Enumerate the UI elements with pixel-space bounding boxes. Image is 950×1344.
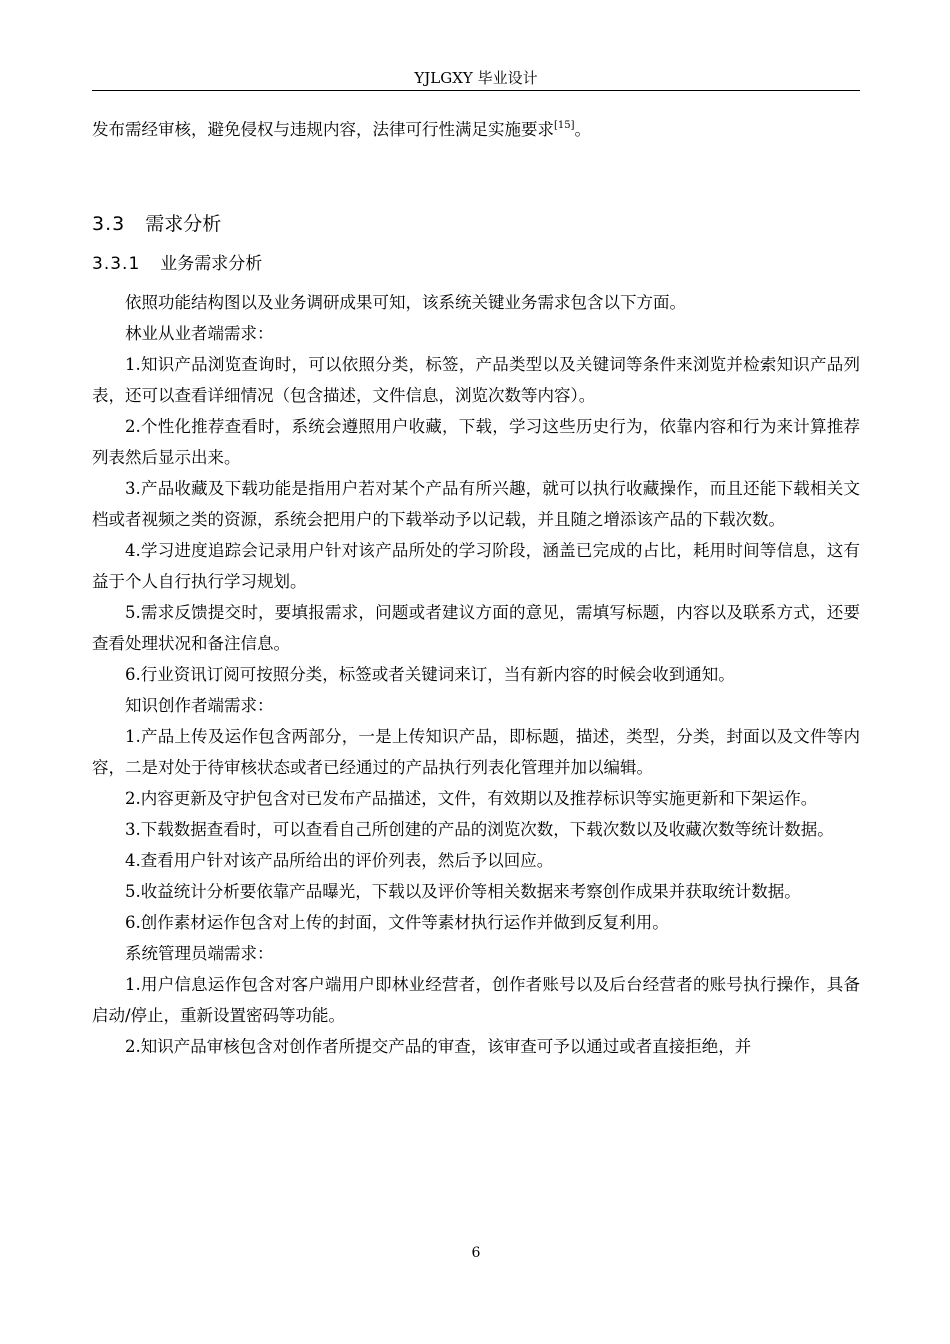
group-label-admins: 系统管理员端需求： — [125, 944, 274, 963]
body-paragraph: 依照功能结构图以及业务调研成果可知，该系统关键业务需求包含以下方面。 — [125, 293, 686, 312]
header-rule — [92, 90, 860, 91]
body-paragraph: 6.行业资讯订阅可按照分类，标签或者关键词来订，当有新内容的时候会收到通知。 — [125, 665, 735, 684]
body-paragraph: 4.学习进度追踪会记录用户针对该产品所处的学习阶段，涵盖已完成的占比，耗用时间等信息，这有益于个人自行执行学习规划。 — [92, 541, 860, 591]
subsection-number: 3.3.1 — [92, 254, 141, 274]
section-number: 3.3 — [92, 213, 126, 235]
body-paragraph: 3.下载数据查看时，可以查看自己所创建的产品的浏览次数，下载次数以及收藏次数等统计数据。 — [125, 820, 834, 839]
body-paragraph: 5.收益统计分析要依靠产品曝光，下载以及评价等相关数据来考察创作成果并获取统计数据。 — [125, 882, 801, 901]
section-title: 需求分析 — [145, 213, 222, 235]
subsection-title: 业务需求分析 — [160, 254, 263, 274]
intro-paragraph: 发布需经审核，避免侵权与违规内容，法律可行性满足实施要求[15]。 — [92, 120, 592, 139]
body-paragraph: 1.知识产品浏览查询时，可以依照分类，标签，产品类型以及关键词等条件来浏览并检索知识产品列表，还可以查看详细情况（包含描述，文件信息，浏览次数等内容）。 — [92, 355, 860, 405]
page-number: 6 — [471, 1245, 481, 1261]
body-paragraph: 2.个性化推荐查看时，系统会遵照用户收藏，下载，学习这些历史行为，依靠内容和行为来计算推荐列表然后显示出来。 — [92, 417, 860, 467]
body-paragraph: 1.用户信息运作包含对客户端用户即林业经营者，创作者账号以及后台经营者的账号执行操作，具备启动/停止，重新设置密码等功能。 — [92, 975, 860, 1025]
group-label-forestry-users: 林业从业者端需求： — [125, 324, 274, 343]
body-paragraph: 6.创作素材运作包含对上传的封面，文件等素材执行运作并做到反复利用。 — [125, 913, 669, 932]
body-paragraph: 1.产品上传及运作包含两部分，一是上传知识产品，即标题，描述，类型，分类，封面以及文件等内容，二是对处于待审核状态或者已经通过的产品执行列表化管理并加以编辑。 — [92, 727, 860, 777]
page-header: YJLGXY 毕业设计 — [414, 69, 538, 87]
body-paragraph: 2.知识产品审核包含对创作者所提交产品的审查，该审查可予以通过或者直接拒绝，并 — [125, 1037, 752, 1056]
citation-ref: [15] — [554, 120, 575, 131]
group-label-creators: 知识创作者端需求： — [125, 696, 274, 715]
body-paragraph: 4.查看用户针对该产品所给出的评价列表，然后予以回应。 — [125, 851, 554, 870]
subsection-heading — [92, 249, 860, 287]
body-paragraph: 3.产品收藏及下载功能是指用户若对某个产品有所兴趣，就可以执行收藏操作，而且还能下载相关文档或者视频之类的资源，系统会把用户的下载举动予以记载，并且随之增添该产品的下载次数。 — [92, 479, 860, 529]
body-paragraph: 2.内容更新及守护包含对已发布产品描述，文件，有效期以及推荐标识等实施更新和下架运作。 — [125, 789, 818, 808]
body-paragraph: 5.需求反馈提交时，要填报需求，问题或者建议方面的意见，需填写标题，内容以及联系方式，还要查看处理状况和备注信息。 — [92, 603, 860, 653]
page-content — [92, 114, 860, 1062]
section-heading — [92, 209, 860, 249]
